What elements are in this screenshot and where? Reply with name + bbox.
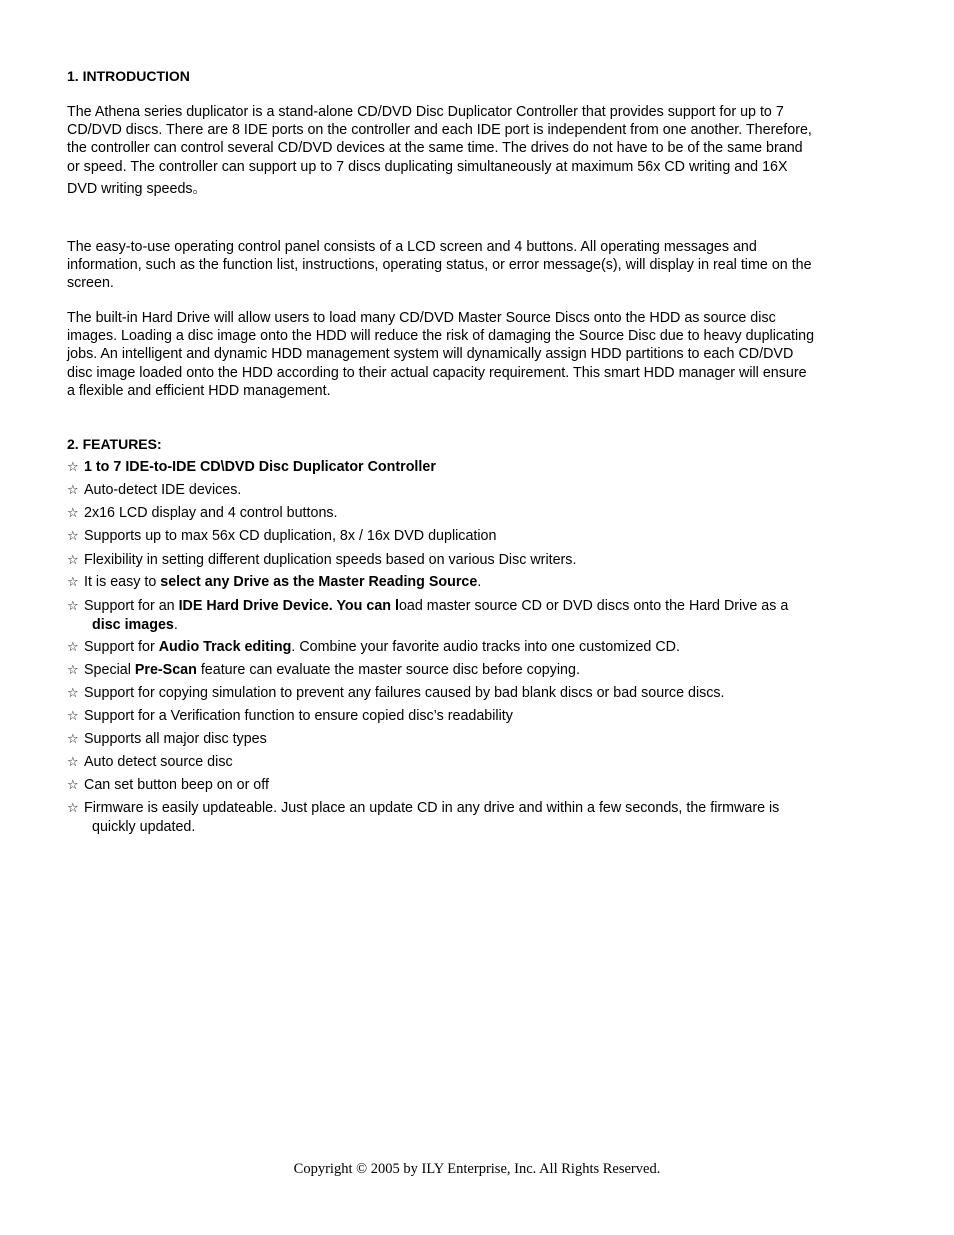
feature-item <box>67 597 897 634</box>
star-icon: ☆ <box>67 663 79 678</box>
feature-item <box>67 551 897 570</box>
intro-paragraph-2 <box>67 238 889 293</box>
feature-text: Support for copying simulation to prevent any failures caused by bad blank discs or bad source discs. <box>84 685 725 701</box>
text-line: a flexible and efficient HDD management. <box>67 382 331 399</box>
star-icon: ☆ <box>67 732 79 747</box>
intro-paragraph-1 <box>67 103 889 198</box>
feature-item <box>67 799 897 836</box>
feature-text: quickly updated. <box>92 819 196 835</box>
star-icon: ☆ <box>67 460 79 475</box>
feature-text: Auto detect source disc <box>84 754 233 770</box>
feature-text: Support for <box>84 639 159 655</box>
feature-text-bold: select any Drive as the Master Reading Source <box>160 574 478 590</box>
features-heading: 2. FEATURES: <box>67 436 162 452</box>
text-line: The Athena series duplicator is a stand-alone CD/DVD Disc Duplicator Controller that provides support for up to 7 <box>67 104 784 120</box>
text-line: The built-in Hard Drive will allow users to load many CD/DVD Master Source Discs onto the HDD as source disc <box>67 310 776 326</box>
feature-text: oad master source CD or DVD discs onto the Hard Drive as a <box>398 598 789 614</box>
feature-text: Support for an <box>84 598 179 614</box>
text-line: CD/DVD discs. There are 8 IDE ports on the controller and each IDE port is independent from one another. Therefore, <box>67 122 812 139</box>
star-icon: ☆ <box>67 599 79 614</box>
text-line: jobs. An intelligent and dynamic HDD management system will dynamically assign HDD partitions to each CD/DVD <box>67 346 794 363</box>
text-line: The easy-to-use operating control panel consists of a LCD screen and 4 buttons. All operating messages and <box>67 239 757 255</box>
feature-text: . <box>477 574 482 590</box>
feature-text: Auto-detect IDE devices. <box>84 482 242 498</box>
star-icon: ☆ <box>67 529 79 544</box>
star-icon: ☆ <box>67 640 79 655</box>
text-line: images. Loading a disc image onto the HDD will reduce the risk of damaging the Source Disc due to heavy duplicating <box>67 328 815 345</box>
star-icon: ☆ <box>67 778 79 793</box>
feature-text: Special <box>84 662 135 678</box>
star-icon: ☆ <box>67 506 79 521</box>
feature-item <box>67 661 897 680</box>
feature-text: It is easy to <box>84 574 161 590</box>
feature-text-bold: IDE Hard Drive Device. You can l <box>178 598 399 614</box>
feature-text: Support for a Verification function to ensure copied disc’s readability <box>84 708 513 724</box>
feature-item <box>67 458 897 477</box>
star-icon: ☆ <box>67 709 79 724</box>
feature-text: 2x16 LCD display and 4 control buttons. <box>84 505 338 521</box>
star-icon: ☆ <box>67 553 79 568</box>
feature-item <box>67 684 897 703</box>
feature-text: Supports up to max 56x CD duplication, 8x / 16x DVD duplication <box>84 528 497 544</box>
text-line: the controller can control several CD/DVD devices at the same time. The drives do not have to be of the same brand <box>67 140 803 157</box>
star-icon: ☆ <box>67 755 79 770</box>
feature-text: 1 to 7 IDE-to-IDE CD\DVD Disc Duplicator Controller <box>84 459 436 475</box>
text-line: DVD writing speeds。 <box>67 180 207 197</box>
feature-item <box>67 504 897 523</box>
star-icon: ☆ <box>67 483 79 498</box>
text-line: disc image loaded onto the HDD according to their actual capacity requirement. This smart HDD manager will ensure <box>67 364 807 381</box>
copyright-footer: Copyright © 2005 by ILY Enterprise, Inc. All Rights Reserved. <box>293 1161 661 1177</box>
feature-text-bold: Audio Track editing <box>158 639 292 655</box>
feature-text-bold: Pre-Scan <box>134 662 197 678</box>
star-icon: ☆ <box>67 686 79 701</box>
feature-text: Can set button beep on or off <box>84 777 269 793</box>
feature-item <box>67 776 897 795</box>
feature-item <box>67 753 897 772</box>
feature-item <box>67 638 897 657</box>
feature-text: Supports all major disc types <box>84 731 267 747</box>
text-line: screen. <box>67 275 114 292</box>
text-line: or speed. The controller can support up to 7 discs duplicating simultaneously at maximum 56x CD writing and 16X <box>67 158 788 175</box>
feature-text-bold: disc images <box>92 617 174 633</box>
star-icon: ☆ <box>67 575 79 590</box>
star-icon: ☆ <box>67 801 79 816</box>
feature-text: feature can evaluate the master source disc before copying. <box>196 662 580 678</box>
feature-item <box>67 527 897 546</box>
feature-text: . <box>173 617 178 633</box>
introduction-heading: 1. INTRODUCTION <box>67 68 190 84</box>
feature-item <box>67 730 897 749</box>
feature-item <box>67 573 897 592</box>
feature-text: Firmware is easily updateable. Just place an update CD in any drive and within a few seconds, the firmware is <box>84 800 780 816</box>
feature-item <box>67 707 897 726</box>
feature-text: Flexibility in setting different duplication speeds based on various Disc writers. <box>84 552 577 568</box>
intro-paragraph-3 <box>67 309 889 400</box>
text-line: information, such as the function list, instructions, operating status, or error message(s), will display in real time on the <box>67 257 812 274</box>
feature-text: . Combine your favorite audio tracks into one customized CD. <box>291 639 680 655</box>
feature-item <box>67 481 897 500</box>
